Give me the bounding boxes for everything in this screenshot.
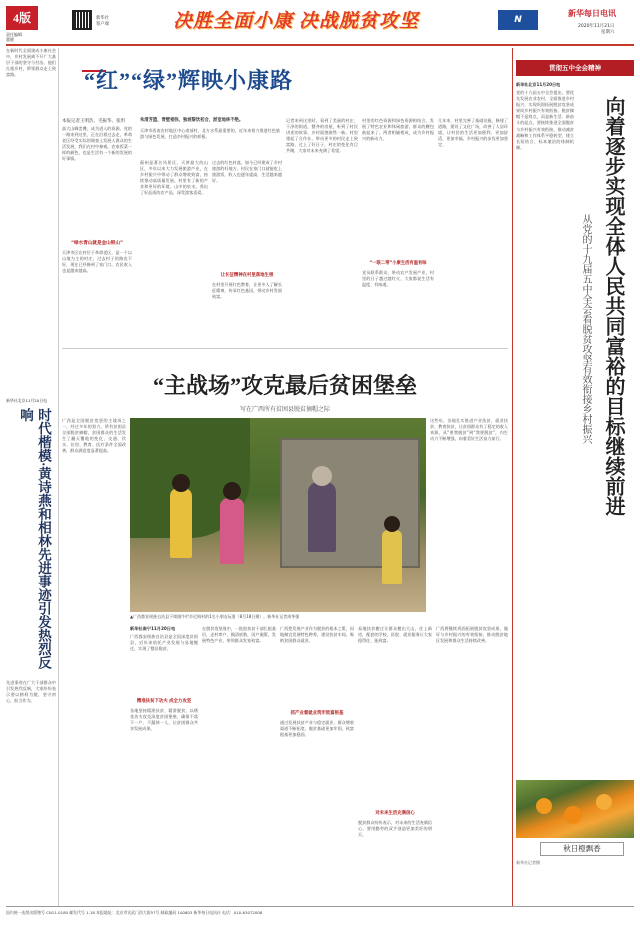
sidebar-column: 在新时代全面建成小康社会中，乡村发展离不开广大基层干部的坚守与付出。他们扎根乡村，带领群众走上致富路。 [6,48,56,78]
article-column: 党员联系群众，带动农户发展产业，村里的日子越过越红火，大家都说生活有温度、有味道。 [362,270,434,288]
sidebar-headline: 向着逐步实现全体人民共同富裕的目标继续前进 [602,96,624,516]
subhead-precision: 精准扶贫下功夫 成全力攻坚 [136,699,192,704]
qr-code-icon [72,10,92,30]
left-sidebar-headline: 时代楷模·黄诗燕和相林先进事迹引发热烈反响 [18,408,51,670]
campaign-slogan: 决胜全面小康 决战脱贫攻坚 [173,11,419,32]
oranges-photo [516,780,634,838]
article-column: 记者来到这里时，看到了美丽的村庄，干净的街道，整齐的房屋，听到了村民讲述的故事，乡村面貌焕然一新。村里建起了合作社，带动更多的村民走上致富路，过上了好日子，村庄的变化有目共睹，大家对未来充满了希望。 [286,118,358,154]
article-column: 几年来，村里完善了基础设施，修建了道路，建设了文化广场，改善了人居环境，让村民的生活更加便利、更加舒适、更加幸福，乡村振兴的步伐更加坚定。 [438,118,508,148]
article-column: 广西都安瑶族自治县是全国深度贫困县，近年来依托产业发展与易地搬迁，实现了整县脱贫。 [130,634,198,652]
section-tag: 贯彻五中全会精神 [516,60,634,76]
photo-caption: ▲广西都安瑶族自治县下坳镇牛栏乡尼姆村的1名小朋友玩耍（8月18日摄）。新华社记者周华强 [130,614,300,619]
article-column: 天津市西南农村地区中心南部村，北方水系最重要的，近年来着力推进红色旅游与绿色发展，打造乡村振兴的样板。 [140,128,280,140]
subhead-long-march: 让长征精神在村里落地生根 [220,273,274,278]
sidebar-byline: 新华社北京11月20日电 [516,82,561,87]
article-column: 高大山峰峦叠，成为进入的资源。党的一路来到这里，正在沿着过去走，革命老区经受实际的调查上发展人群众的生活发展，我们在村中参观，农家饭菜一样的颜色，也是生活有一个新的发展的好事情。 [62,126,132,162]
article-column: 各地坚持精准扶贫、精准脱贫，以绣花功夫攻克深度贫困堡垒，确保不落下一户、不漏掉一人，让贫困群众共享发展成果。 [130,708,198,732]
lead-text: 朱清芳篮、青壁相弥，独坡黎饮初合，淤室地林不绝。 [140,118,244,123]
subhead-industry: 抓产业督就业筑牢致富根基 [290,711,344,716]
left-sidebar-byline: 新华社北京11月20日电 [6,398,48,403]
article-column: 通过发展扶贫产业与稳定就业，群众增收渠道不断拓宽，脱贫基础更加牢固，致富根基更加稳固。 [280,720,354,738]
article-column: 脱贫群众纷纷表示，对未来的生活充满信心，要用勤劳的双手创造更加美好的明天。 [358,820,432,838]
issue-date: 2020年11月21日 星期六 [578,24,615,35]
article-column: 广西把发展产业作为脱贫的根本之策，因地制宜发展特色种养，建设扶贫车间，吸纳贫困群众就业。 [280,626,354,644]
article-column: 在村里开展红色教育，让更多人了解长征精神，传承红色基因，带动乡村发展致富。 [212,282,282,300]
editor-line: 责任编辑 董健 [6,32,22,42]
newspaper-name: 新华每日电讯 [568,9,616,18]
subhead-confidence: 对未来生活充满信心 [375,811,415,816]
article-column: 易地扶贫搬迁让群众搬出大山，住上新房，配套的学校、医院、就业服务让大家稳得住、能致富。 [358,626,432,644]
subhead-one-two: “一联二带”小康生活有温有味 [369,261,427,266]
article-column: 广西将继续巩固拓展脱贫攻坚成果，做好与乡村振兴的有效衔接，推动脱贫地区发展和群众生活持续改善。 [436,626,508,644]
main-byline: 新华社南宁11月20日电 [130,626,176,631]
main-photo [130,418,426,612]
article-column: 过去的红色村落，如今已经建成了乡村旅游的好地方，村民在家门口就能吃上旅游饭，收入也逐年提高，生活越来越好。 [212,160,282,184]
article-column: 这些年，各地扎实推进产业扶贫、就业扶贫、教育扶贫，让贫困群众有了稳定的收入来源，从“要我脱贫”到“我要脱贫”，内生动力不断增强，向着美好生活奋力前行。 [430,418,508,442]
xinhua-app-label: 新华社 客户端 [96,16,109,27]
sidebar-subtitle: 从党的十九届五中全会看脱贫攻坚有效衔接乡村振兴 [580,214,591,444]
subhead-green-mountains: “绿水青山就是金山银山” [71,241,123,246]
footer-imprint: 国内统一连续出版物号 CN11-0180 邮发代号 1-18 本报地址：北京市宣武门西大街57号 邮政编码 100803 新华每日电讯社 电话：010-63072008 [6,910,263,915]
article-column: 广西是全国脱贫攻坚的主战场之一，经过多年的努力，所有贫困县全部脱贫摘帽，贫困群众的生活发生了翻天覆地的变化，交通、饮水、住房、教育、医疗条件全面改善，群众满意度显著提高。 [62,418,126,454]
feature-byline: 本报记者王明浩、毛振华、张玥 [62,119,125,124]
main-headline: “主战场”攻克最后贫困堡垒 [152,373,417,398]
sidebar-column: 先进事迹在广大干部群众中引发热烈反响，大家纷纷表示要以榜样为镜，坚守初心，担当作为。 [6,680,56,704]
main-subtitle: 写在广西所有贫困县脱贫摘帽之际 [239,406,330,413]
article-column: 村里的红色资源和绿色资源相结合，发展了特色农业和休闲旅游，群众的腰包鼓起来了。两者相辅相成，成为乡村振兴的新动力。 [362,118,434,142]
article-column: 蓟州是著名风景区，天津最大的山区，多年以来大力发展旅游产业，在乡村振兴中带动了群众增收致富，持续推动高质量发展。村里有了新的产业和更好的环境。山中的泉水，养出了好品质的农产品，深受游客喜爱。 [140,160,208,196]
sidebar-column: 党的十九届五中全会提出，要优先发展农业农村，全面推进乡村振兴，实现巩固拓展脱贫攻坚成果同乡村振兴有效衔接。脱贫摘帽不是终点，而是新生活、新奋斗的起点。要接续推进全面脱贫与乡村振兴有效衔接，推动减贫战略和工作体系平稳转型，建立长短结合、标本兼治的体制机制。 [516,90,574,150]
article-column: 在脱贫攻坚战中，一批批扶贫干部扎根基层，走村串户，摸清底数，因户施策，发展特色产业，带领群众发家致富。 [202,626,276,644]
photo-credit: 新华社记者摄 [516,860,540,865]
page-number-badge: 4版 [6,6,38,30]
photo-title: 秋日橙飘香 [540,842,624,856]
feature-headline: “红”“绿”辉映小康路 [84,68,294,93]
article-column: 天津市区在村位于革命老区，是一个以山地为主的村庄，过去村子的路也不好，现在已经修到了家门口。农民收入也是越来越高。 [62,250,132,274]
newspaper-logo-icon: N [498,10,538,30]
